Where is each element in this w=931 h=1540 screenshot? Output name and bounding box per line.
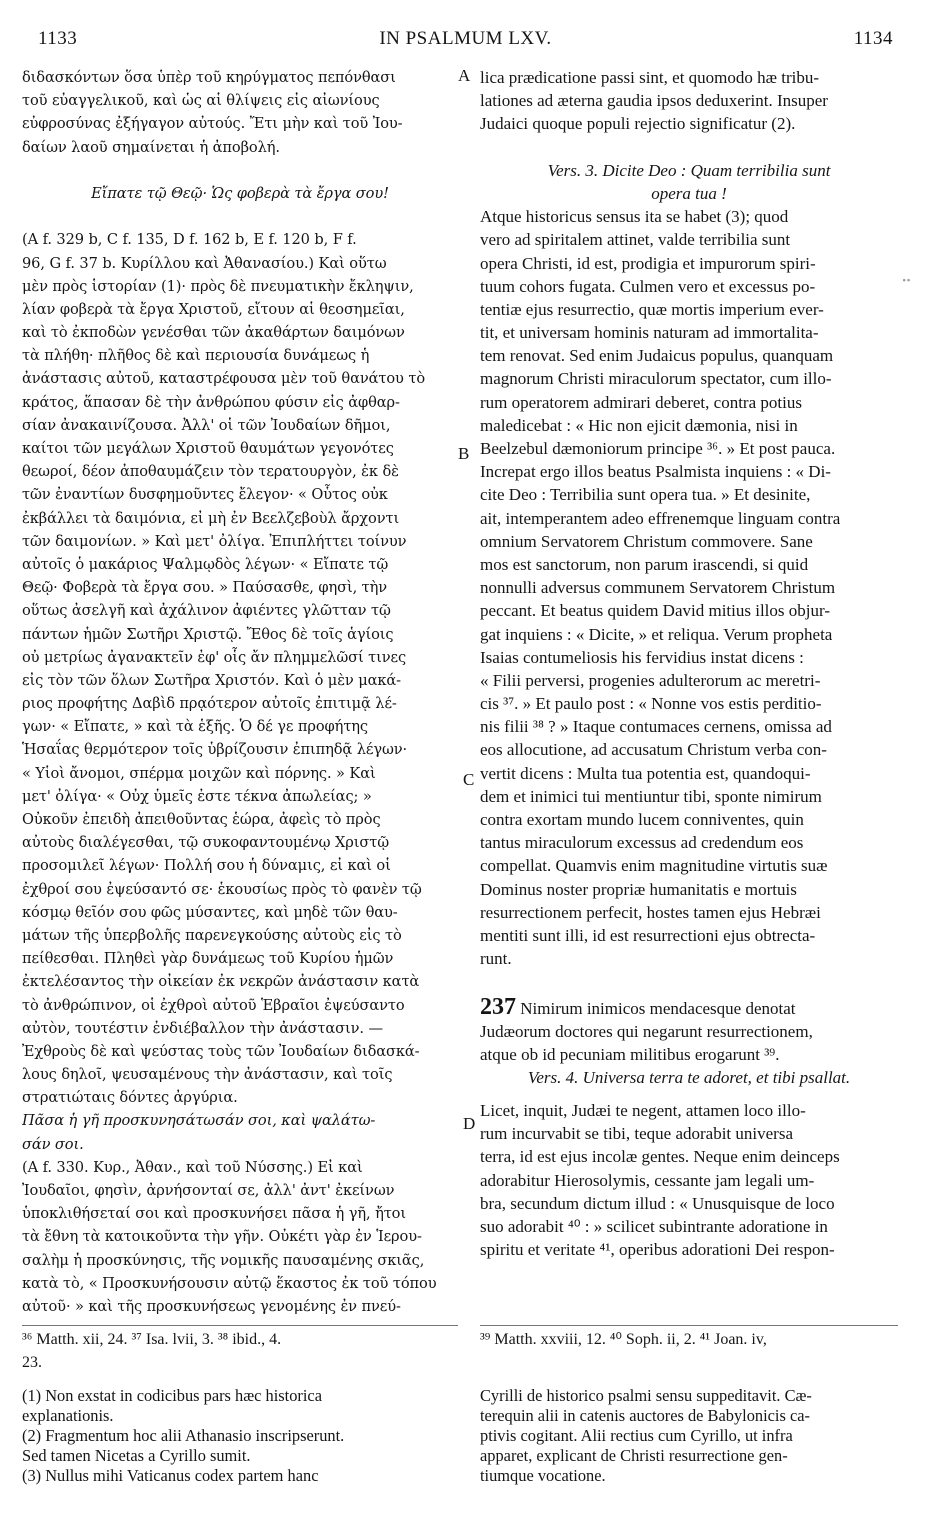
text-line: gat inquiens : « Dicite, » et reliqua. Verum propheta <box>480 624 833 644</box>
text-line: omnium Servatorem Christum commovere. Sane <box>480 531 813 551</box>
running-title: IN PSALMUM LXV. <box>379 28 552 49</box>
text-line: tit, et universam hominis naturam ad immortalita- <box>480 323 819 343</box>
text-line: Beelzebul dæmoniorum principe ³⁶. » Et post pauca. <box>480 439 836 458</box>
note-line: explanationis. <box>22 1406 114 1425</box>
text-line: runt. <box>480 949 512 969</box>
scripture-references-right <box>480 1328 898 1351</box>
text-line: εἰς τὸν τῶν ὅλων Σωτῆρα Χριστόν. Καὶ ὁ μὲν μακά- <box>22 671 401 689</box>
text-line: 96, G f. 37 b. Κυρίλλου καὶ Ἀθανασίου.) Καὶ οὕτω <box>22 254 387 272</box>
text-line: ριος προφήτης Δαβὶδ πρᾳότερον αὐτοῖς ἐπιτιμᾷ λέ- <box>22 695 397 713</box>
scripture-references-left <box>22 1328 458 1374</box>
latin-text-column <box>480 66 898 1261</box>
text-line: αὐτὸν, τουτέστιν ἐνδιέβαλλον τὴν ἀνάστασιν. — <box>22 1019 383 1037</box>
text-line: Isaias contumeliosis his fervidius instat dicens : <box>480 647 804 667</box>
text-line: (A f. 329 b, C f. 135, D f. 162 b, E f. 120 b, F f. <box>22 231 357 249</box>
page-number-right: 1134 <box>853 28 893 49</box>
text-line: (A f. 330. Κυρ., Ἀθαν., καὶ τοῦ Νύσσης.) Εἰ καὶ <box>22 1158 363 1176</box>
text-line: κράτος, ἅπασαν δὲ τὴν ἀνθρώπου φύσιν εἰς ἀφθαρ- <box>22 393 400 411</box>
text-line: πάντων ἡμῶν Σωτῆρι Χριστῷ. Ἔθος δὲ τοῖς ἁγίοις <box>22 625 394 643</box>
text-line: διδασκόντων ὅσα ὑπὲρ τοῦ κηρύγματος πεπόνθασι <box>22 69 396 86</box>
text-line: vertit dicens : Multa tua potentia est, quandoqui- <box>480 763 811 783</box>
text-line: τὰ ἔθνη τὰ κατοικοῦντα τὴν γῆν. Οὐκέτι γὰρ ἐν Ἱερου- <box>22 1228 422 1246</box>
text-line: Licet, inquit, Judæi te negent, attamen loco illo- <box>480 1101 806 1121</box>
text-line: Ἡσαΐας θερμότερον τοῖς ὑβρίζουσιν ἐπιπηδᾷ λέγων· <box>22 741 408 759</box>
note-line: ptivis cogitant. Alii rectius cum Cyrillo, ut infra <box>480 1426 793 1445</box>
text-line: cite Deo : Terribilia sunt opera tua. » Et desinite, <box>480 485 811 505</box>
text-line: δαίων λαοῦ σημαίνεται ἡ ἀποβολή. <box>22 138 280 156</box>
note-line: (1) Non exstat in codicibus pars hæc historica <box>22 1386 322 1405</box>
text-line: contra exortam mundo lucem conniventes, quin <box>480 810 804 829</box>
paragraph-237-line: atque ob id pecuniam militibus erogarunt ³⁹. <box>480 1044 780 1064</box>
paragraph-237-line: Judæorum doctores qui negarunt resurrectionem, <box>480 1021 813 1041</box>
text-line: Οὐκοῦν ἐπειδὴ ἀπειθοῦντας ἑώρα, ἀφεὶς τὸ πρὸς <box>22 811 381 828</box>
editor-notes-right <box>480 1386 898 1486</box>
text-line: « Υἱοὶ ἄνομοι, σπέρμα μοιχῶν καὶ πόρνης. » Καὶ <box>22 764 376 782</box>
text-line: eos allocutione, ad accusatum Christum verba con- <box>480 740 827 760</box>
text-line: tem renovat. Sed enim Judaicus populus, quanquam <box>480 346 834 366</box>
text-line: ἐχθροί σου ἐψεύσαντό σε· ἑκουσίως πρὸς τὸ φανὲν τῷ <box>22 880 422 898</box>
text-line: Θεῷ· Φοβερὰ τὰ ἔργα σου. » Παύσασθε, φησὶ, τὴν <box>22 579 388 597</box>
text-line: opera tua ! <box>651 183 727 203</box>
margin-letter-a: A <box>458 66 471 85</box>
text-line: dem et inimici tui mentiuntur tibi, sponte nimirum <box>480 786 822 806</box>
text-line: lica prædicatione passi sint, et quomodo hæ tribu- <box>480 68 820 87</box>
latin-text-part-1 <box>480 66 898 970</box>
text-line: suo adorabit ⁴⁰ : » scilicet subintrante adoratione in <box>480 1217 828 1236</box>
text-line: εὐφροσύνας ἐξήγαγον αὐτούς. Ἔτι μὴν καὶ τοῦ Ἰου- <box>22 115 403 133</box>
margin-letter-c: C <box>463 770 475 789</box>
text-line: nonnulli adversus communem Servatorem Christum <box>480 578 836 598</box>
text-line: ait, intemperantem adeo effrenemque linguam contra <box>480 508 841 528</box>
margin-letter-b: B <box>458 444 470 463</box>
text-line: σάν σοι. <box>22 1135 84 1153</box>
text-line: Atque historicus sensus ita se habet (3); quod <box>480 207 789 227</box>
text-line: Dominus noster propriæ humanitatis e mortuis <box>480 879 797 899</box>
text-line <box>22 205 458 228</box>
footnote-line: ³⁹ Matth. xxviii, 12. ⁴⁰ Soph. ii, 2. ⁴¹ Joan. iv, <box>480 1331 767 1348</box>
text-line: rum operatorem admirari deberet, contra potius <box>480 392 802 412</box>
text-line: προσομιλεῖ λέγων· Πολλή σου ἡ δύναμις, εἰ καὶ οἱ <box>22 857 391 875</box>
text-line: mentiti sunt illi, id est resurrectioni ejus obtrecta- <box>480 925 816 945</box>
text-line: Πᾶσα ἡ γῆ προσκυνησάτωσάν σοι, καὶ ψαλάτω- <box>22 1112 376 1130</box>
text-line: αὐτοὺς διαλέγεσθαι, τῷ συκοφαντουμένῳ Χριστῷ <box>22 834 390 852</box>
note-line: Sed tamen Nicetas a Cyrillo sumit. <box>22 1446 251 1465</box>
text-line: spiritu et veritate ⁴¹, operibus adorationi Dei respon- <box>480 1240 835 1260</box>
text-line: γων· « Εἴπατε, » καὶ τὰ ἑξῆς. Ὁ δέ γε προφήτης <box>22 718 369 736</box>
text-line: ὑποκλιθήσεταί σοι καὶ προσκυνήσει πᾶσα ἡ γῆ, ἤτοι <box>22 1205 406 1223</box>
text-line: καίτοι τῶν μεγάλων Χριστοῦ θαυμάτων γεγονότες <box>22 440 394 457</box>
text-line: Vers. 3. Dicite Deo : Quam terribilia sunt <box>547 160 831 180</box>
text-line: rum incurvabit se tibi, teque adorabit universa <box>480 1124 793 1144</box>
text-line: adorabitur Hierosolymis, cessante jam legali um- <box>480 1170 815 1190</box>
margin-letter-d: D <box>463 1114 476 1133</box>
text-line: Ἰουδαῖοι, φησὶν, ἀρνήσονταί σε, ἀλλ' ἀντ' ἐκείνων <box>22 1182 395 1199</box>
text-line: ἐκτελέσαντος τὴν οἰκείαν ἐκ νεκρῶν ἀνάστασιν κατὰ <box>22 973 420 991</box>
footnote-line: 23. <box>22 1354 42 1372</box>
paragraph-237 <box>480 994 898 1020</box>
text-line: maledicebat : « Hic non ejicit dæmonia, nisi in <box>480 415 798 435</box>
text-line: compellat. Quamvis enim magnitudine virtutis suæ <box>480 856 828 876</box>
text-line: πείθεσθαι. Πληθεὶ γὰρ δυνάμεως τοῦ Κυρίου ἡμῶν <box>22 950 394 968</box>
text-line: resurrectionem perfecit, hostes tamen ejus Hebræi <box>480 902 821 922</box>
note-line: apparet, explicant de Christi resurrectione gen- <box>480 1446 788 1465</box>
text-line: καὶ τὸ ἐκποδὼν γενέσθαι τῶν ἀκαθάρτων δαιμόνων <box>22 324 405 342</box>
text-line: μετ' ὀλίγα· « Οὐχ ὑμεῖς ἐστε τέκνα ἀπωλείας; » <box>22 787 372 805</box>
page-number-left: 1133 <box>38 28 78 49</box>
page-header <box>38 28 893 54</box>
text-line: μὲν πρὸς ἱστορίαν (1)· πρὸς δὲ πνευματικὴν ἔκληψιν, <box>22 277 414 295</box>
text-line: Judaici quoque populi rejectio significatur (2). <box>480 114 796 134</box>
text-line: magnorum Christi miraculorum spectator, cum illo- <box>480 369 832 389</box>
text-line: σίαν ἀνακαινίζουσα. Ἀλλ' οἱ τῶν Ἰουδαίων δῆμοι, <box>22 416 391 434</box>
text-line: Increpat ergo illos beatus Psalmista inquiens : « Di- <box>480 462 831 482</box>
text-line: αὐτοῖς ὁ μακάριος Ψαλμῳδὸς λέγων· « Εἴπατε τῷ <box>22 555 389 573</box>
text-line: tentiæ ejus resurrectio, quæ mortis imperium ever- <box>480 299 824 319</box>
text-line <box>480 136 898 159</box>
text-line: λίαν φοβερὰ τὰ ἔργα Χριστοῦ, εἴτουν αἱ θεοσημεῖαι, <box>22 300 405 318</box>
text-line: τὸ ἀνθρώπινον, οἱ ἐχθροὶ αὐτοῦ Ἑβραῖοι ἐψεύσαντο <box>22 996 405 1014</box>
text-line: τὰ πλήθη· πλῆθος δὲ καὶ περιουσία δυνάμεως ἡ <box>22 347 370 365</box>
footnote-rule <box>22 1325 458 1326</box>
text-line: αὐτοῦ· » καὶ τῆς προσκυνήσεως γενομένης ἐν πνεύ- <box>22 1297 401 1315</box>
column-number: 237 <box>480 993 516 1020</box>
text-line: cis ³⁷. » Et paulo post : « Nonne vos estis perditio- <box>480 694 822 714</box>
text-line: Ἐχθροὺς δὲ καὶ ψεύστας τοὺς τῶν Ἰουδαίων διδασκά- <box>22 1042 420 1060</box>
text-line <box>22 159 458 182</box>
note-line: Cyrilli de historico psalmi sensu suppeditavit. Cæ- <box>480 1386 812 1405</box>
text-line: σαλὴμ ἡ προσκύνησις, τῆς νομικῆς παυσαμένης σκιᾶς, <box>22 1251 425 1269</box>
text-line: mos est sanctorum, non parum irascendi, si quid <box>480 554 809 574</box>
text-line: τῶν ἐναντίων δυσφημοῦντες ἔλεγον· « Οὗτος οὐκ <box>22 486 388 504</box>
note-line: terequin alii in catenis auctores de Babylonicis ca- <box>480 1406 810 1425</box>
editor-notes-left <box>22 1386 458 1486</box>
print-speck: ∙∙ <box>902 276 911 286</box>
note-line: tiumque vocatione. <box>480 1466 606 1485</box>
note-line: (3) Nullus mihi Vaticanus codex partem hanc <box>22 1466 319 1485</box>
text-line: Εἴπατε τῷ Θεῷ· Ὡς φοβερὰ τὰ ἔργα σου! <box>91 184 389 202</box>
text-line: tuum cohors fugata. Culmen vero et excessus po- <box>480 276 816 296</box>
text-line: ἀνάστασις αὐτοῦ, καταστρέφουσα μὲν τοῦ θανάτου τὸ <box>22 370 426 388</box>
text-line: bra, secundum dictum illud : « Unusquisque de loco <box>480 1193 835 1213</box>
text-line: οὕτως ἀσελγῆ καὶ ἀχάλινον ἀφιέντες γλῶτταν τῷ <box>22 602 391 620</box>
text-line: θεωροί, δέον ἀποθαυμάζειν τὸν τερατουργὸν, ἐκ δὲ <box>22 463 399 481</box>
text-line: ἐκβάλλει τὰ δαιμόνια, εἰ μὴ ἐν Βεελζεβοὺλ ἄρχοντι <box>22 509 400 527</box>
text-line: κόσμῳ θεῖόν σου φῶς μύσαντες, καὶ μηδὲ τῶν θαυ- <box>22 903 398 921</box>
text-line: μάτων τῆς ὑπερβολῆς παρενεγκούσης αὐτοὺς εἰς τὸ <box>22 926 402 944</box>
text-line: lationes ad æterna gaudia ipsos deduxerint. Insuper <box>480 91 828 111</box>
text-line: οὐ μετρίως ἀγανακτεῖν ἐφ' οἷς ἄν πλημμελῶσί τινες <box>22 648 407 666</box>
text-line: terra, id est ejus incolæ gentes. Neque enim deinceps <box>480 1147 840 1167</box>
text-line: nis filii ³⁸ ? » Itaque contumaces cernens, omissa ad <box>480 717 832 737</box>
text-line: τῶν δαιμονίων. » Καὶ μετ' ὀλίγα. Ἐπιπλήττει τοίνυν <box>22 532 407 550</box>
text-line: κατὰ τὸ, « Προσκυνήσουσιν αὐτῷ ἕκαστος ἐκ τοῦ τόπου <box>22 1274 437 1292</box>
text-line: vero ad spiritalem attinet, valde terribilia sunt <box>480 230 791 250</box>
footnote-line: ³⁶ Matth. xii, 24. ³⁷ Isa. lvii, 3. ³⁸ ibid., 4. <box>22 1331 282 1348</box>
latin-text-part-2 <box>480 1099 898 1261</box>
verse-4-heading: Vers. 4. Universa terra te adoret, et tibi psallat. <box>527 1067 851 1087</box>
greek-text-column <box>22 66 458 1318</box>
text-line: λους δηλοῖ, ψευσαμένους τὴν ἀνάστασιν, καὶ τοῖς <box>22 1066 393 1084</box>
note-line: (2) Fragmentum hoc alii Athanasio inscripserunt. <box>22 1426 345 1445</box>
paragraph-237-line: Nimirum inimicos mendacesque denotat <box>520 998 796 1018</box>
text-line: tantus miraculorum excessus ad credendum eos <box>480 833 804 853</box>
text-line: στρατιώταις δόντες ἀργύρια. <box>22 1089 238 1107</box>
footnote-rule <box>480 1325 898 1326</box>
text-line: « Filii perversi, progenies adulterorum ac meretri- <box>480 670 821 690</box>
text-line: τοῦ εὐαγγελικοῦ, καὶ ὡς αἱ θλίψεις εἰς αἰωνίους <box>22 92 380 110</box>
text-line: peccant. Et beatus quidem David mitius illos objur- <box>480 601 830 621</box>
text-line: opera Christi, id est, prodigia et impurorum spiri- <box>480 253 816 273</box>
